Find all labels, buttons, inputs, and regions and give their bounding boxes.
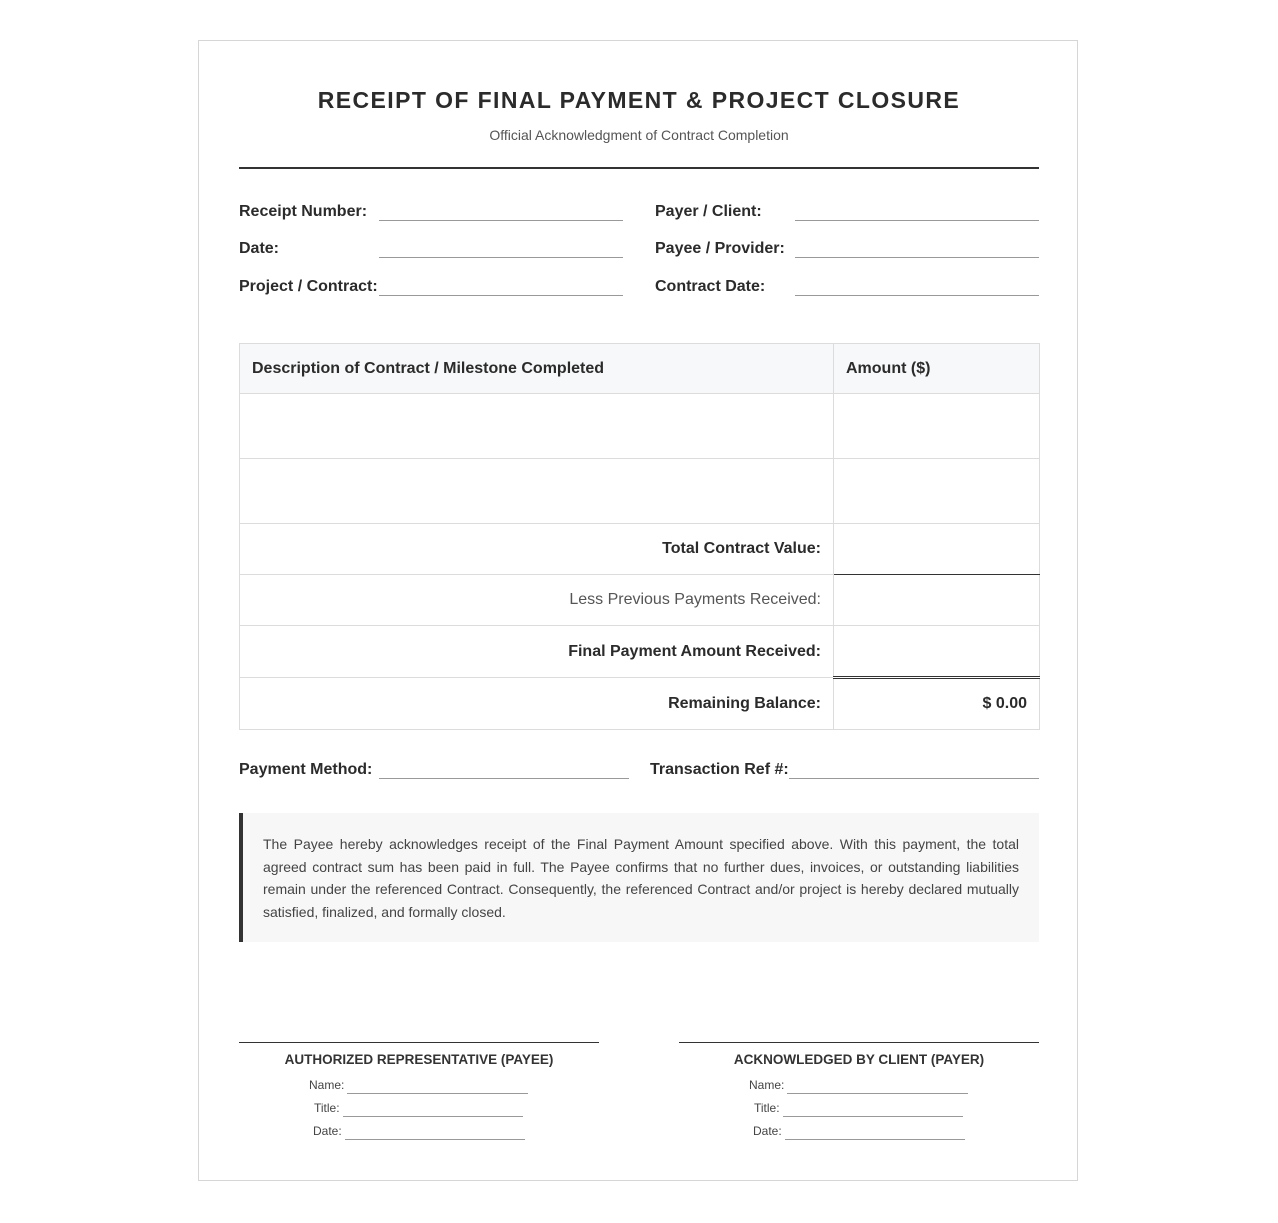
payer-name-label: Name: [749,1078,785,1092]
title-divider [239,167,1039,169]
payee-signature-line[interactable] [239,1042,599,1043]
receipt-document [198,40,1078,1181]
payee-signature-block [239,1042,599,1138]
project-contract-line[interactable] [379,295,623,296]
payee-date-line[interactable] [345,1139,525,1140]
payee-name-row [309,1078,529,1096]
payer-date-row [753,1124,968,1142]
payee-name-line[interactable] [347,1093,528,1094]
table-header-row [240,344,1040,394]
closure-notice: The Payee hereby acknowledges receipt of the Final Payment Amount specified above. With this payment, the total agreed contract sum has been paid in full. The Payee confirms that no further dues, invoices, or outstanding liabilities remain under the referenced Contract. Consequently, the referenced Contract and/or project is hereby declared mutually satisfied, finalized, and formally closed. [239,813,1039,942]
table-row [240,394,1040,459]
project-contract-label: Project / Contract: [239,278,378,295]
document-subtitle: Official Acknowledgment of Contract Completion [489,127,789,143]
contract-date-field [655,278,1039,302]
transaction-ref-line[interactable] [789,778,1039,779]
transaction-ref-label: Transaction Ref #: [650,761,789,778]
contract-date-line[interactable] [795,295,1039,296]
final-payment-row [240,626,1040,678]
payee-signature-title: AUTHORIZED REPRESENTATIVE (PAYEE) [284,1052,554,1067]
remaining-balance-label: Remaining Balance: [240,678,834,730]
description-column-header: Description of Contract / Milestone Completed [240,344,834,394]
payer-title-row [754,1101,969,1119]
payer-name-row [749,1078,969,1096]
total-contract-value-label: Total Contract Value: [240,524,834,575]
payer-date-line[interactable] [785,1139,965,1140]
document-title: RECEIPT OF FINAL PAYMENT & PROJECT CLOSURE [317,87,961,113]
payer-title-label: Title: [754,1101,780,1115]
payee-title-row [314,1101,529,1119]
payment-method-field [239,761,629,785]
payer-name-line[interactable] [787,1093,968,1094]
contract-date-label: Contract Date: [655,278,766,295]
payee-date-label: Date: [313,1124,342,1138]
contract-items-table [239,343,1040,730]
less-previous-payments-row [240,575,1040,626]
table-row [240,459,1040,524]
remaining-balance-value: $ 0.00 [834,678,1040,730]
project-contract-field [239,278,623,302]
date-line[interactable] [379,257,623,258]
payee-title-line[interactable] [343,1116,523,1117]
amount-cell[interactable] [834,459,1040,524]
less-previous-payments-cell[interactable] [834,575,1040,626]
date-label: Date: [239,240,280,257]
less-previous-payments-label: Less Previous Payments Received: [240,575,834,626]
final-payment-label: Final Payment Amount Received: [240,626,834,678]
payer-title-line[interactable] [783,1116,963,1117]
receipt-number-field [239,203,623,227]
payer-client-line[interactable] [795,220,1039,221]
payee-name-label: Name: [309,1078,345,1092]
date-field [239,240,623,264]
amount-column-header: Amount ($) [834,344,1040,394]
payee-date-row [313,1124,528,1142]
final-payment-cell[interactable] [834,626,1040,678]
receipt-number-label: Receipt Number: [239,203,368,220]
payer-client-field [655,203,1039,227]
remaining-balance-row [240,678,1040,730]
description-cell[interactable] [240,394,834,459]
payer-client-label: Payer / Client: [655,203,762,220]
amount-cell[interactable] [834,394,1040,459]
receipt-number-line[interactable] [379,220,623,221]
transaction-ref-field [650,761,1039,785]
payee-provider-label: Payee / Provider: [655,240,785,257]
description-cell[interactable] [240,459,834,524]
total-contract-value-cell[interactable] [834,524,1040,575]
payee-provider-line[interactable] [795,257,1039,258]
payer-signature-line[interactable] [679,1042,1039,1043]
payment-method-label: Payment Method: [239,761,373,778]
payee-title-label: Title: [314,1101,340,1115]
payee-provider-field [655,240,1039,264]
payer-date-label: Date: [753,1124,782,1138]
payment-method-line[interactable] [379,778,629,779]
total-contract-value-row [240,524,1040,575]
payer-signature-title: ACKNOWLEDGED BY CLIENT (PAYER) [733,1052,985,1067]
payer-signature-block [679,1042,1039,1138]
